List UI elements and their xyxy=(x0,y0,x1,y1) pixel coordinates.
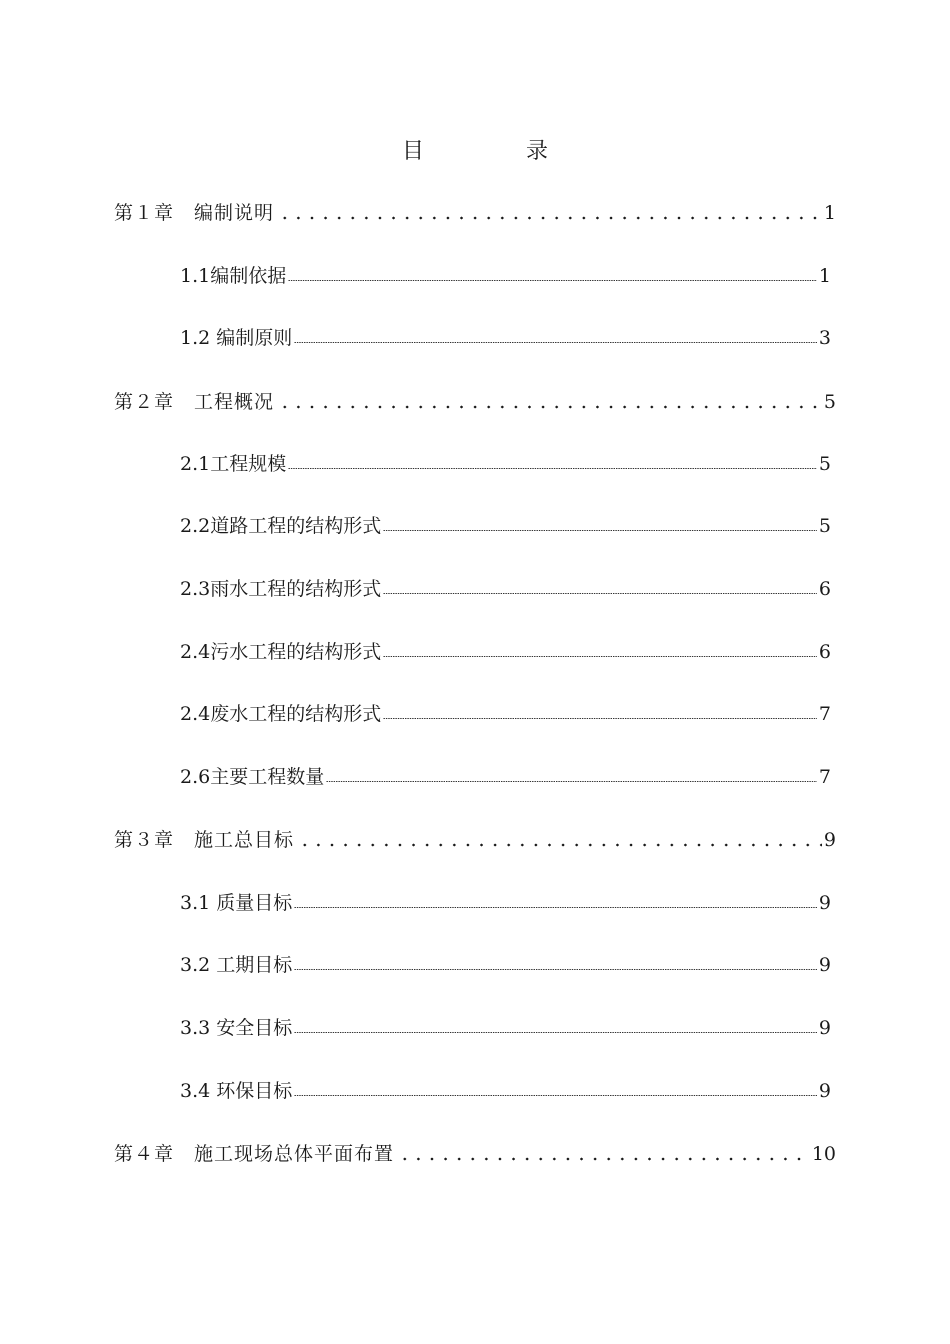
toc-entry-section-1-1[interactable] xyxy=(180,261,831,291)
toc-entry-page: 3 xyxy=(818,327,831,349)
toc-entry-section-2-1[interactable] xyxy=(180,449,831,479)
dot-leader xyxy=(383,592,817,595)
toc-entry-section-3-3[interactable] xyxy=(180,1013,831,1043)
toc-entry-page: 5 xyxy=(818,453,831,475)
toc-entry-page: 9 xyxy=(818,892,831,914)
toc-entry-section-2-2[interactable] xyxy=(180,511,831,541)
toc-entry-label: 2.4污水工程的结构形式 xyxy=(180,641,382,663)
toc-entry-label: 第４章 施工现场总体平面布置 xyxy=(114,1143,395,1165)
toc-entry-label: 2.6主要工程数量 xyxy=(180,766,325,788)
toc-entry-page: 9 xyxy=(823,829,836,851)
dot-leader xyxy=(383,655,817,658)
toc-entry-label: 3.1 质量目标 xyxy=(180,892,293,914)
dot-leader xyxy=(294,906,817,909)
toc-entry-page: 1 xyxy=(818,265,831,287)
toc-entry-section-3-4[interactable] xyxy=(180,1076,831,1106)
dot-leader xyxy=(294,1094,817,1097)
toc-entry-label: 第２章 工程概况 xyxy=(114,391,275,413)
toc-entry-label: 2.2道路工程的结构形式 xyxy=(180,515,382,537)
toc-entry-section-2-3[interactable] xyxy=(180,574,831,604)
dot-leader xyxy=(383,529,817,532)
dot-leader xyxy=(294,968,817,971)
toc-entry-label: 第１章 编制说明 xyxy=(114,202,275,224)
toc-entry-chapter-1[interactable] xyxy=(114,198,836,228)
dot-leader xyxy=(296,841,822,847)
toc-entry-label: 3.2 工期目标 xyxy=(180,954,293,976)
dot-leader xyxy=(294,341,817,344)
toc-entry-page: 5 xyxy=(823,391,836,413)
toc-entry-label: 1.1编制依据 xyxy=(180,265,287,287)
dot-leader xyxy=(288,467,817,470)
toc-entry-page: 9 xyxy=(818,1080,831,1102)
toc-entry-page: 6 xyxy=(818,641,831,663)
dot-leader xyxy=(288,279,817,282)
toc-entry-chapter-4[interactable] xyxy=(114,1139,836,1169)
toc-entry-label: 第３章 施工总目标 xyxy=(114,829,295,851)
toc-entry-page: 7 xyxy=(818,766,831,788)
dot-leader xyxy=(276,403,822,409)
dot-leader xyxy=(383,717,817,720)
page-title: 目 录 xyxy=(401,139,588,164)
toc-entry-page: 10 xyxy=(811,1143,836,1165)
dot-leader xyxy=(294,1031,817,1034)
toc-entry-section-2-6[interactable] xyxy=(180,762,831,792)
toc-entry-section-3-2[interactable] xyxy=(180,950,831,980)
toc-entry-chapter-2[interactable] xyxy=(114,387,836,417)
dot-leader xyxy=(326,780,817,783)
toc-entry-page: 9 xyxy=(818,954,831,976)
toc-entry-section-3-1[interactable] xyxy=(180,888,831,918)
dot-leader xyxy=(396,1155,810,1161)
toc-entry-label: 2.1工程规模 xyxy=(180,453,287,475)
toc-entry-label: 2.3雨水工程的结构形式 xyxy=(180,578,382,600)
toc-entry-section-2-4[interactable] xyxy=(180,637,831,667)
toc-entry-label: 3.3 安全目标 xyxy=(180,1017,293,1039)
toc-entry-label: 2.4废水工程的结构形式 xyxy=(180,703,382,725)
toc-entry-section-2-5[interactable] xyxy=(180,699,831,729)
toc-entry-page: 6 xyxy=(818,578,831,600)
toc-entry-chapter-3[interactable] xyxy=(114,825,836,855)
toc-entry-page: 9 xyxy=(818,1017,831,1039)
toc-entry-section-1-2[interactable] xyxy=(180,323,831,353)
dot-leader xyxy=(276,214,822,220)
toc-entry-page: 5 xyxy=(818,515,831,537)
toc-entry-label: 3.4 环保目标 xyxy=(180,1080,293,1102)
toc-entry-page: 7 xyxy=(818,703,831,725)
toc-entry-label: 1.2 编制原则 xyxy=(180,327,293,349)
toc-entry-page: 1 xyxy=(823,202,836,224)
